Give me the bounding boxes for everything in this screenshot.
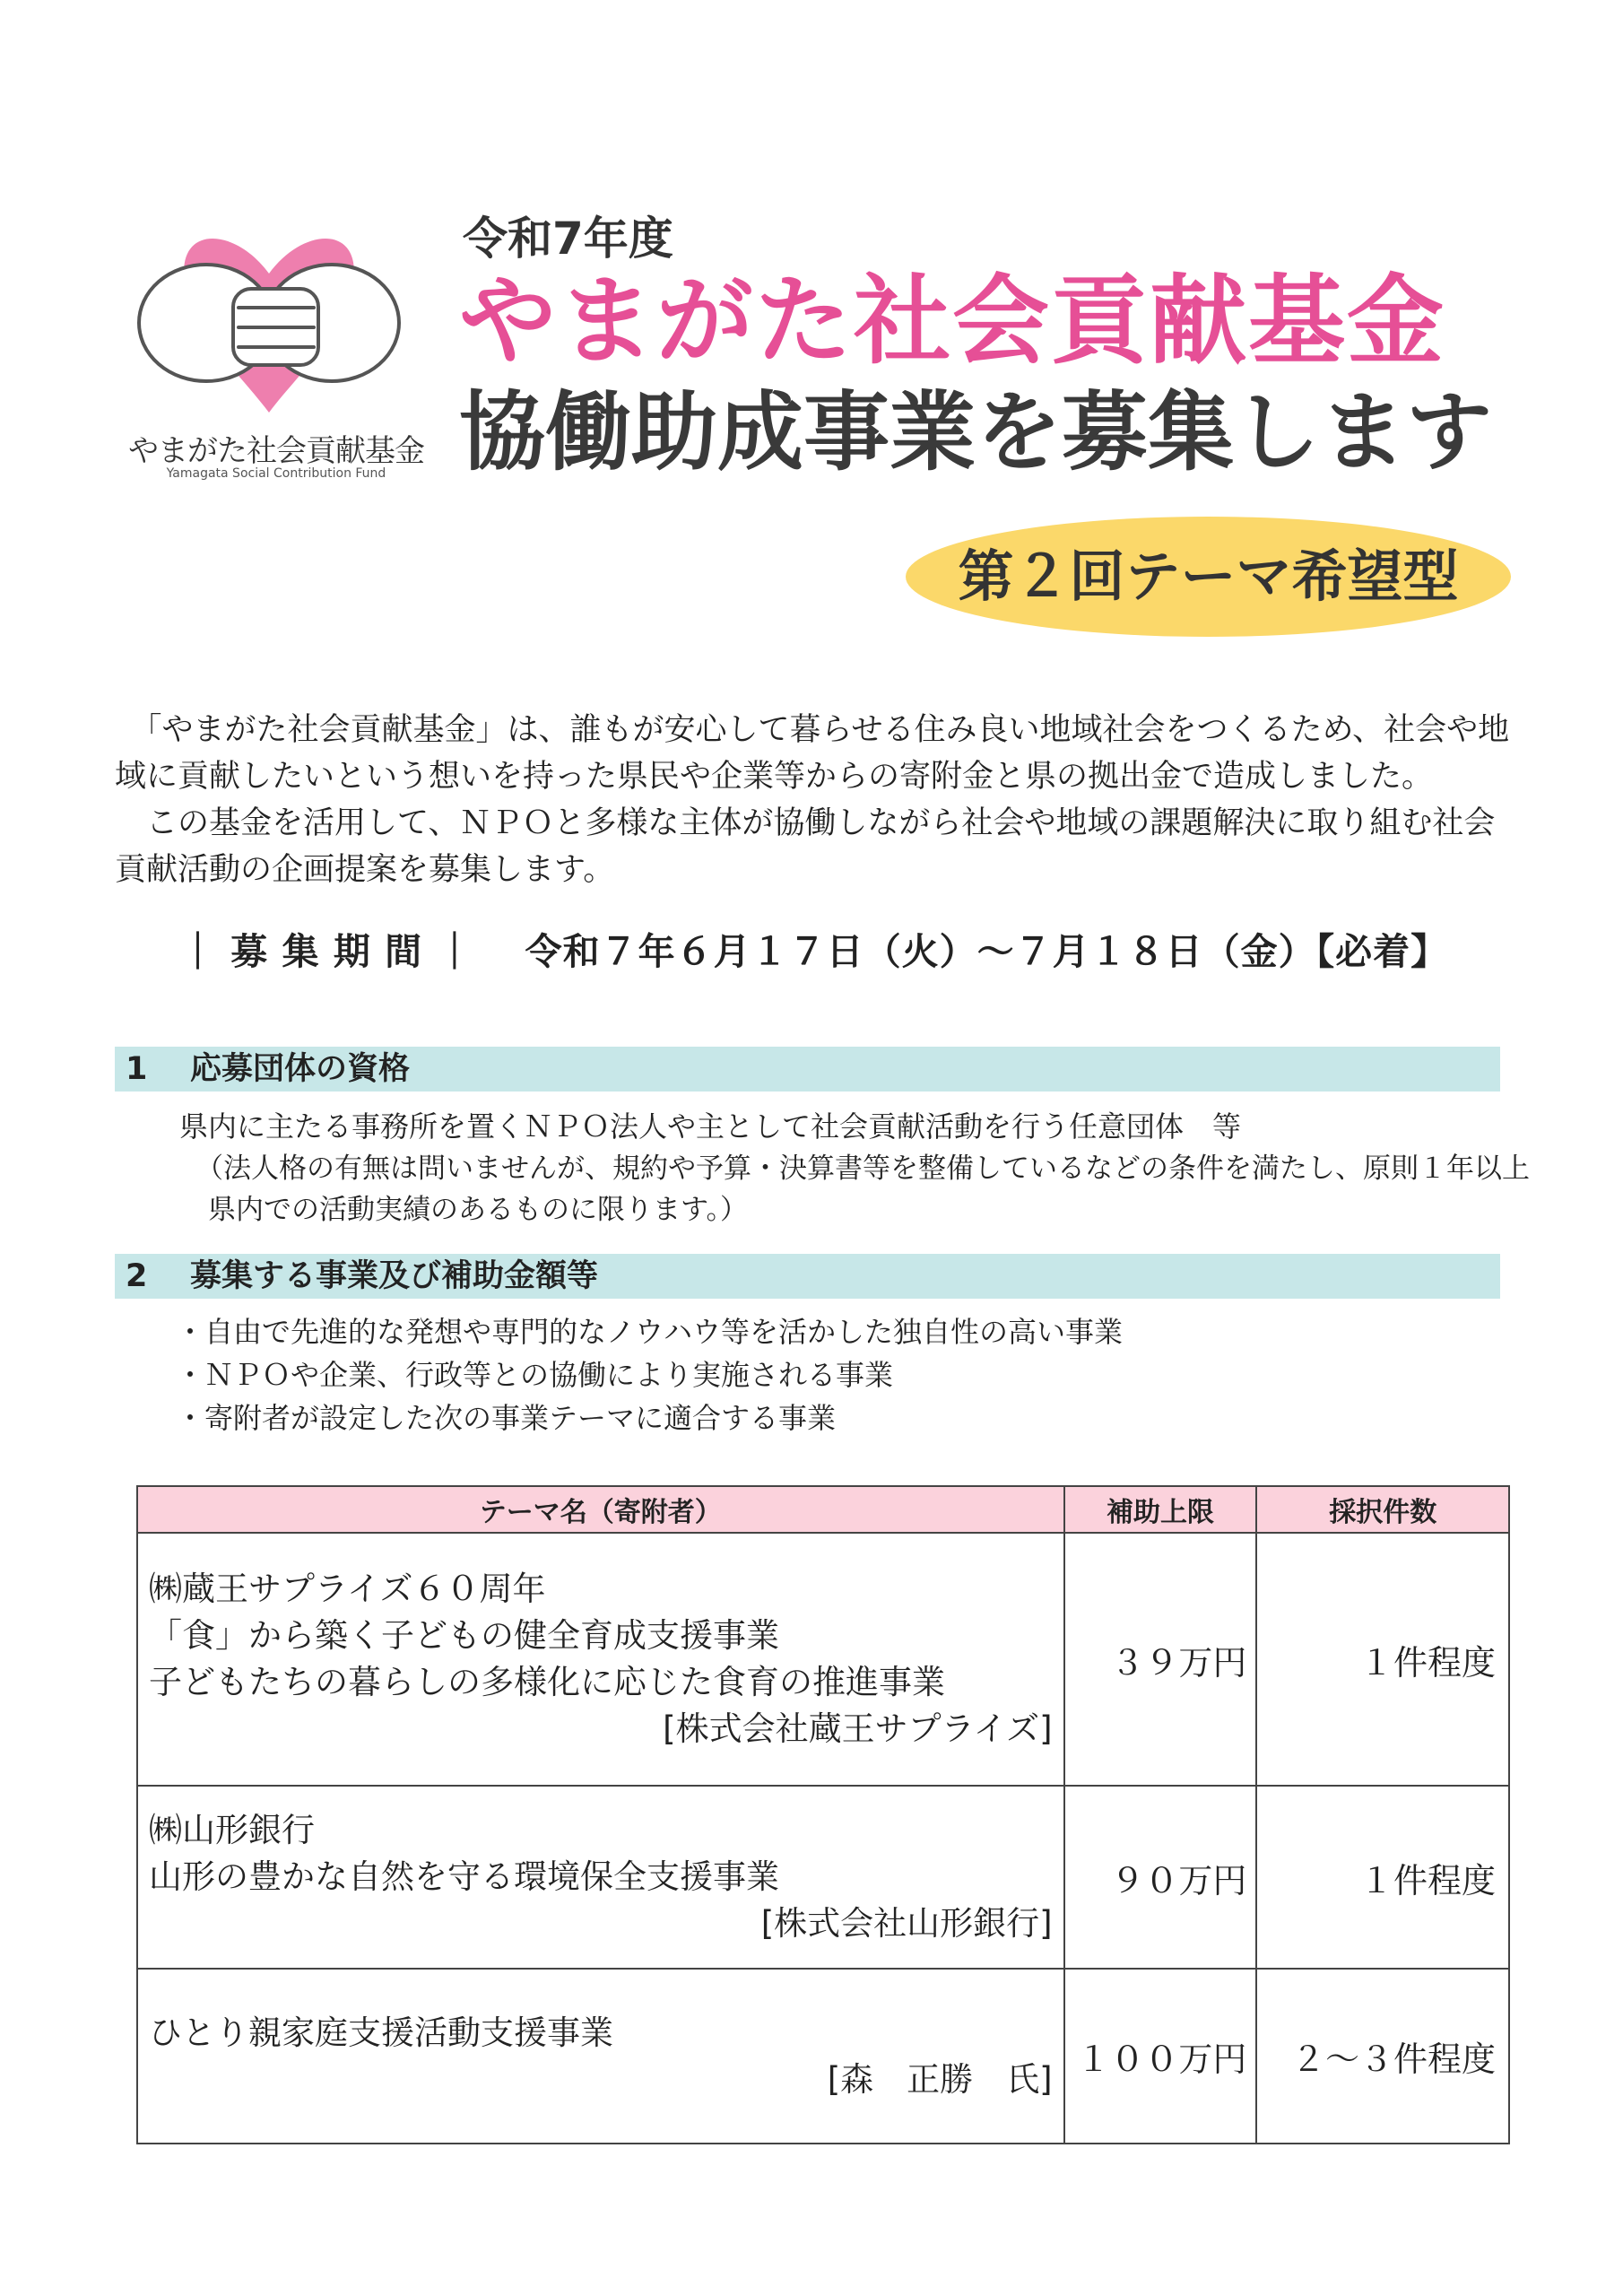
section-number: 2 (126, 1258, 148, 1294)
section-title: 募集する事業及び補助金額等 (190, 1258, 599, 1294)
fiscal-year: 令和7年度 (463, 213, 673, 265)
period-label: ｜ 募 集 期 間 ｜ (179, 930, 474, 973)
header-subsidy-limit: 補助上限 (1064, 1486, 1257, 1533)
project-bullet-1: ・自由で先進的な発想や専門的なノウハウ等を活かした独自性の高い事業 (176, 1315, 1124, 1349)
logo-subtext: Yamagata Social Contribution Fund (166, 466, 386, 481)
application-period (179, 922, 1448, 975)
subsidy-amount: １００万円 (1064, 1969, 1257, 2144)
section-title: 応募団体の資格 (190, 1051, 411, 1087)
theme-cell (137, 1786, 1064, 1969)
period-value: 令和７年６月１７日（火）～７月１８日（金）【必着】 (525, 930, 1449, 973)
theme-line: ひとり親家庭支援活動支援事業 (149, 2013, 613, 2052)
table-row (137, 1969, 1509, 2144)
theme-line: 「食」から築く子どもの健全育成支援事業 (149, 1616, 779, 1655)
theme-line: 子どもたちの暮らしの多様化に応じた食育の推進事業 (149, 1663, 945, 1701)
theme-line: 山形の豊かな自然を守る環境保全支援事業 (149, 1857, 779, 1896)
header-theme-name: テーマ名（寄附者） (137, 1486, 1064, 1533)
theme-line: ㈱蔵王サプライズ６０周年 (149, 1570, 546, 1608)
intro-paragraph-1: 「やまがた社会貢献基金」は、誰もが安心して暮らせる住み良い地域社会をつくるため、社会や地域に貢献したいという想いを持った県民や企業等からの寄附金と県の拠出金で造成しました。 (115, 712, 1510, 795)
table-row (137, 1786, 1509, 1969)
adoption-count: ２～３件程度 (1256, 1969, 1509, 2144)
adoption-count: １件程度 (1256, 1533, 1509, 1786)
round-badge: 第２回テーマ希望型 (958, 544, 1459, 609)
subsidy-amount: ９０万円 (1064, 1786, 1257, 1969)
project-bullet-2: ・ＮＰＯや企業、行政等との協働により実施される事業 (176, 1358, 894, 1392)
fund-title: やまがた社会貢献基金 (459, 265, 1446, 378)
table-header-row (137, 1486, 1509, 1533)
section-header-projects (115, 1254, 1500, 1299)
eligibility-note-line-1: （法人格の有無は問いませんが、規約や予算・決算書等を整備しているなどの条件を満たし、原則１年以上 (195, 1152, 1530, 1185)
section-header-eligibility (115, 1047, 1500, 1091)
theme-line: ㈱山形銀行 (149, 1811, 315, 1849)
donor-name: [森 正勝 氏] (827, 2059, 1053, 2099)
section-number: 1 (126, 1051, 148, 1087)
eligibility-text: 県内に主たる事務所を置くＮＰＯ法人や主として社会貢献活動を行う任意団体 等 (179, 1109, 1242, 1144)
adoption-count: １件程度 (1256, 1786, 1509, 1969)
logo-text: やまがた社会貢献基金 (128, 433, 424, 469)
project-bullet-3: ・寄附者が設定した次の事業テーマに適合する事業 (176, 1401, 837, 1435)
theme-table (136, 1485, 1510, 2144)
intro-paragraph-2: この基金を活用して、ＮＰＯと多様な主体が協働しながら社会や地域の課題解決に取り組む社会貢献活動の企画提案を募集します。 (115, 805, 1496, 888)
recruitment-title: 協働助成事業を募集します (459, 382, 1492, 483)
eligibility-note-line-2: 県内での活動実績のあるものに限ります。） (208, 1194, 749, 1226)
donor-name: [株式会社蔵王サプライズ] (663, 1709, 1053, 1748)
subsidy-amount: ３９万円 (1064, 1533, 1257, 1786)
donor-name: [株式会社山形銀行] (760, 1904, 1053, 1943)
header-adoption-count: 採択件数 (1256, 1486, 1509, 1533)
theme-cell (137, 1969, 1064, 2144)
table-row (137, 1533, 1509, 1786)
theme-cell (137, 1533, 1064, 1786)
